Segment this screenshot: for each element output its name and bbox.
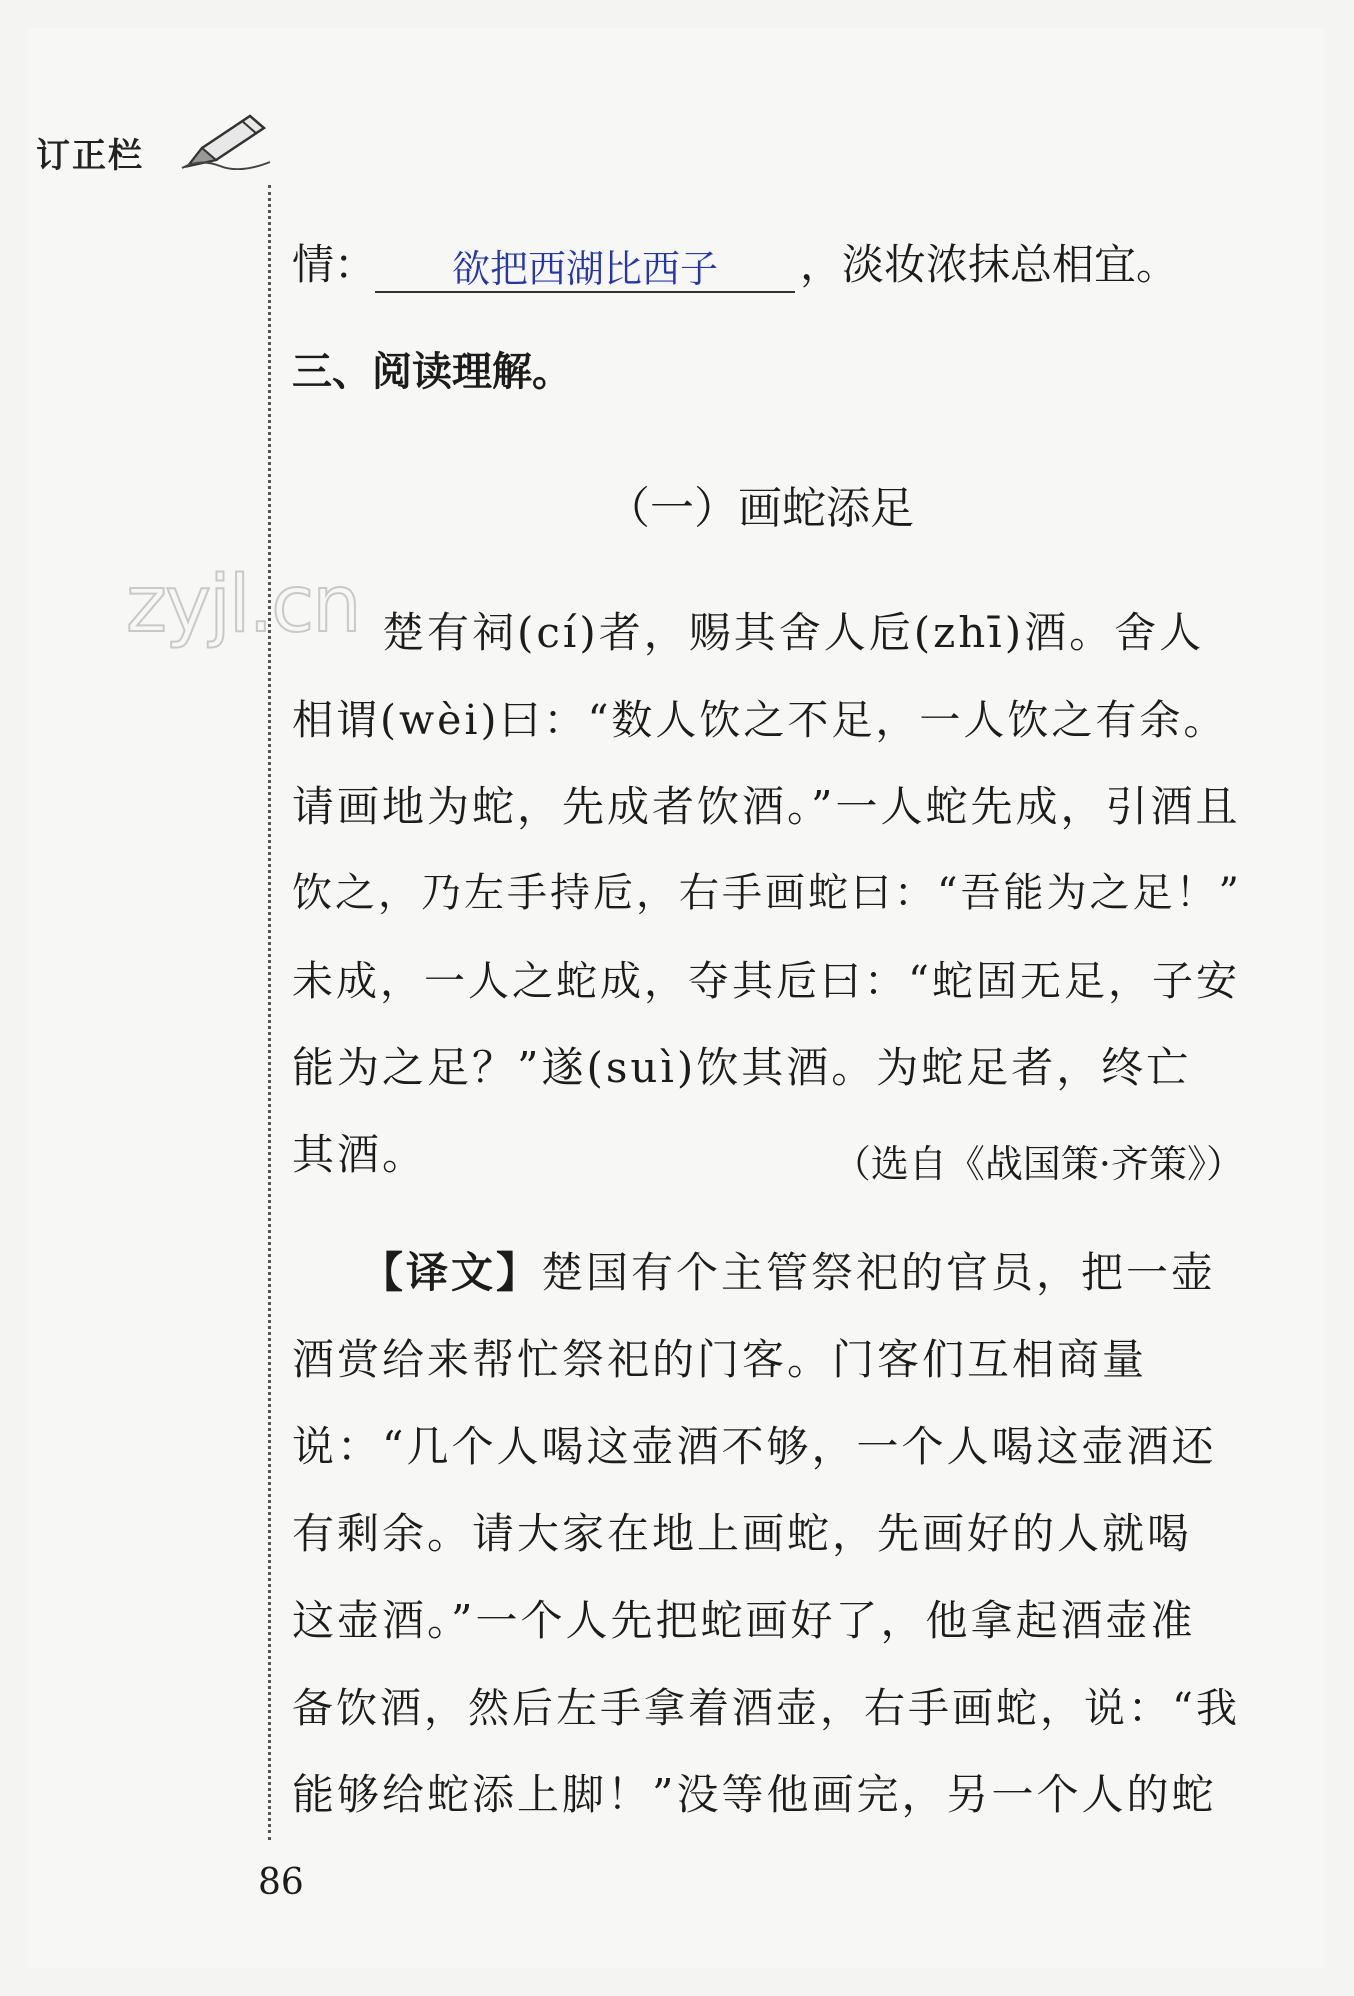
poem-suffix: ，淡妆浓抹总相宜。	[800, 240, 1179, 289]
margin-divider	[268, 185, 271, 1840]
passage-line: 相谓(wèi)曰：“数人饮之不足，一人饮之有余。	[292, 696, 1228, 744]
translation-line: 这壶酒。”一个人先把蛇画好了，他拿起酒壶准	[292, 1596, 1196, 1645]
passage-line: 饮之，乃左手持卮，右手画蛇曰：“吾能为之足！”	[292, 870, 1242, 916]
page-number: 86	[258, 1862, 304, 1903]
watermark: zyjl.cn	[126, 560, 360, 650]
translation-line: 说：“几个人喝这壶酒不够，一个人喝这壶酒还	[292, 1422, 1217, 1471]
passage-line: 楚有祠(cí)者，赐其舍人卮(zhī)酒。舍人	[292, 608, 1205, 657]
poem-prefix: 情：	[292, 240, 377, 289]
passage-line: 能为之足？”遂(suì)饮其酒。为蛇足者，终亡	[292, 1043, 1192, 1092]
correction-column-label: 订正栏	[36, 136, 144, 176]
translation-line: 备饮酒，然后左手拿着酒壶，右手画蛇，说：“我	[292, 1684, 1240, 1732]
handwritten-answer: 欲把西湖比西子	[451, 247, 718, 291]
translation-label: 【译文】	[382, 1248, 542, 1297]
translation-line: 有剩余。请大家在地上画蛇，先画好的人就喝	[292, 1509, 1193, 1558]
passage-line: 未成，一人之蛇成，夺其卮曰：“蛇固无足，子安	[292, 957, 1240, 1005]
answer-blank-line	[375, 291, 795, 293]
translation-first-line: 楚国有个主管祭祀的官员，把一壶	[541, 1248, 1217, 1297]
passage-line: 其酒。	[292, 1130, 428, 1179]
passage-title: （一）画蛇添足	[606, 483, 914, 534]
passage-line: 请画地为蛇，先成者饮酒。”一人蛇先成，引酒且	[292, 782, 1241, 831]
section-heading: 三、阅读理解。	[292, 349, 572, 395]
passage-source: （选自《战国策·齐策》）	[832, 1142, 1244, 1186]
translation-line: 酒赏给来帮忙祭祀的门客。门客们互相商量	[292, 1335, 1148, 1384]
translation-line: 能够给蛇添上脚！”没等他画完，另一个人的蛇	[292, 1770, 1217, 1819]
translation-line	[292, 1240, 1242, 1300]
pencil-icon	[180, 108, 272, 170]
